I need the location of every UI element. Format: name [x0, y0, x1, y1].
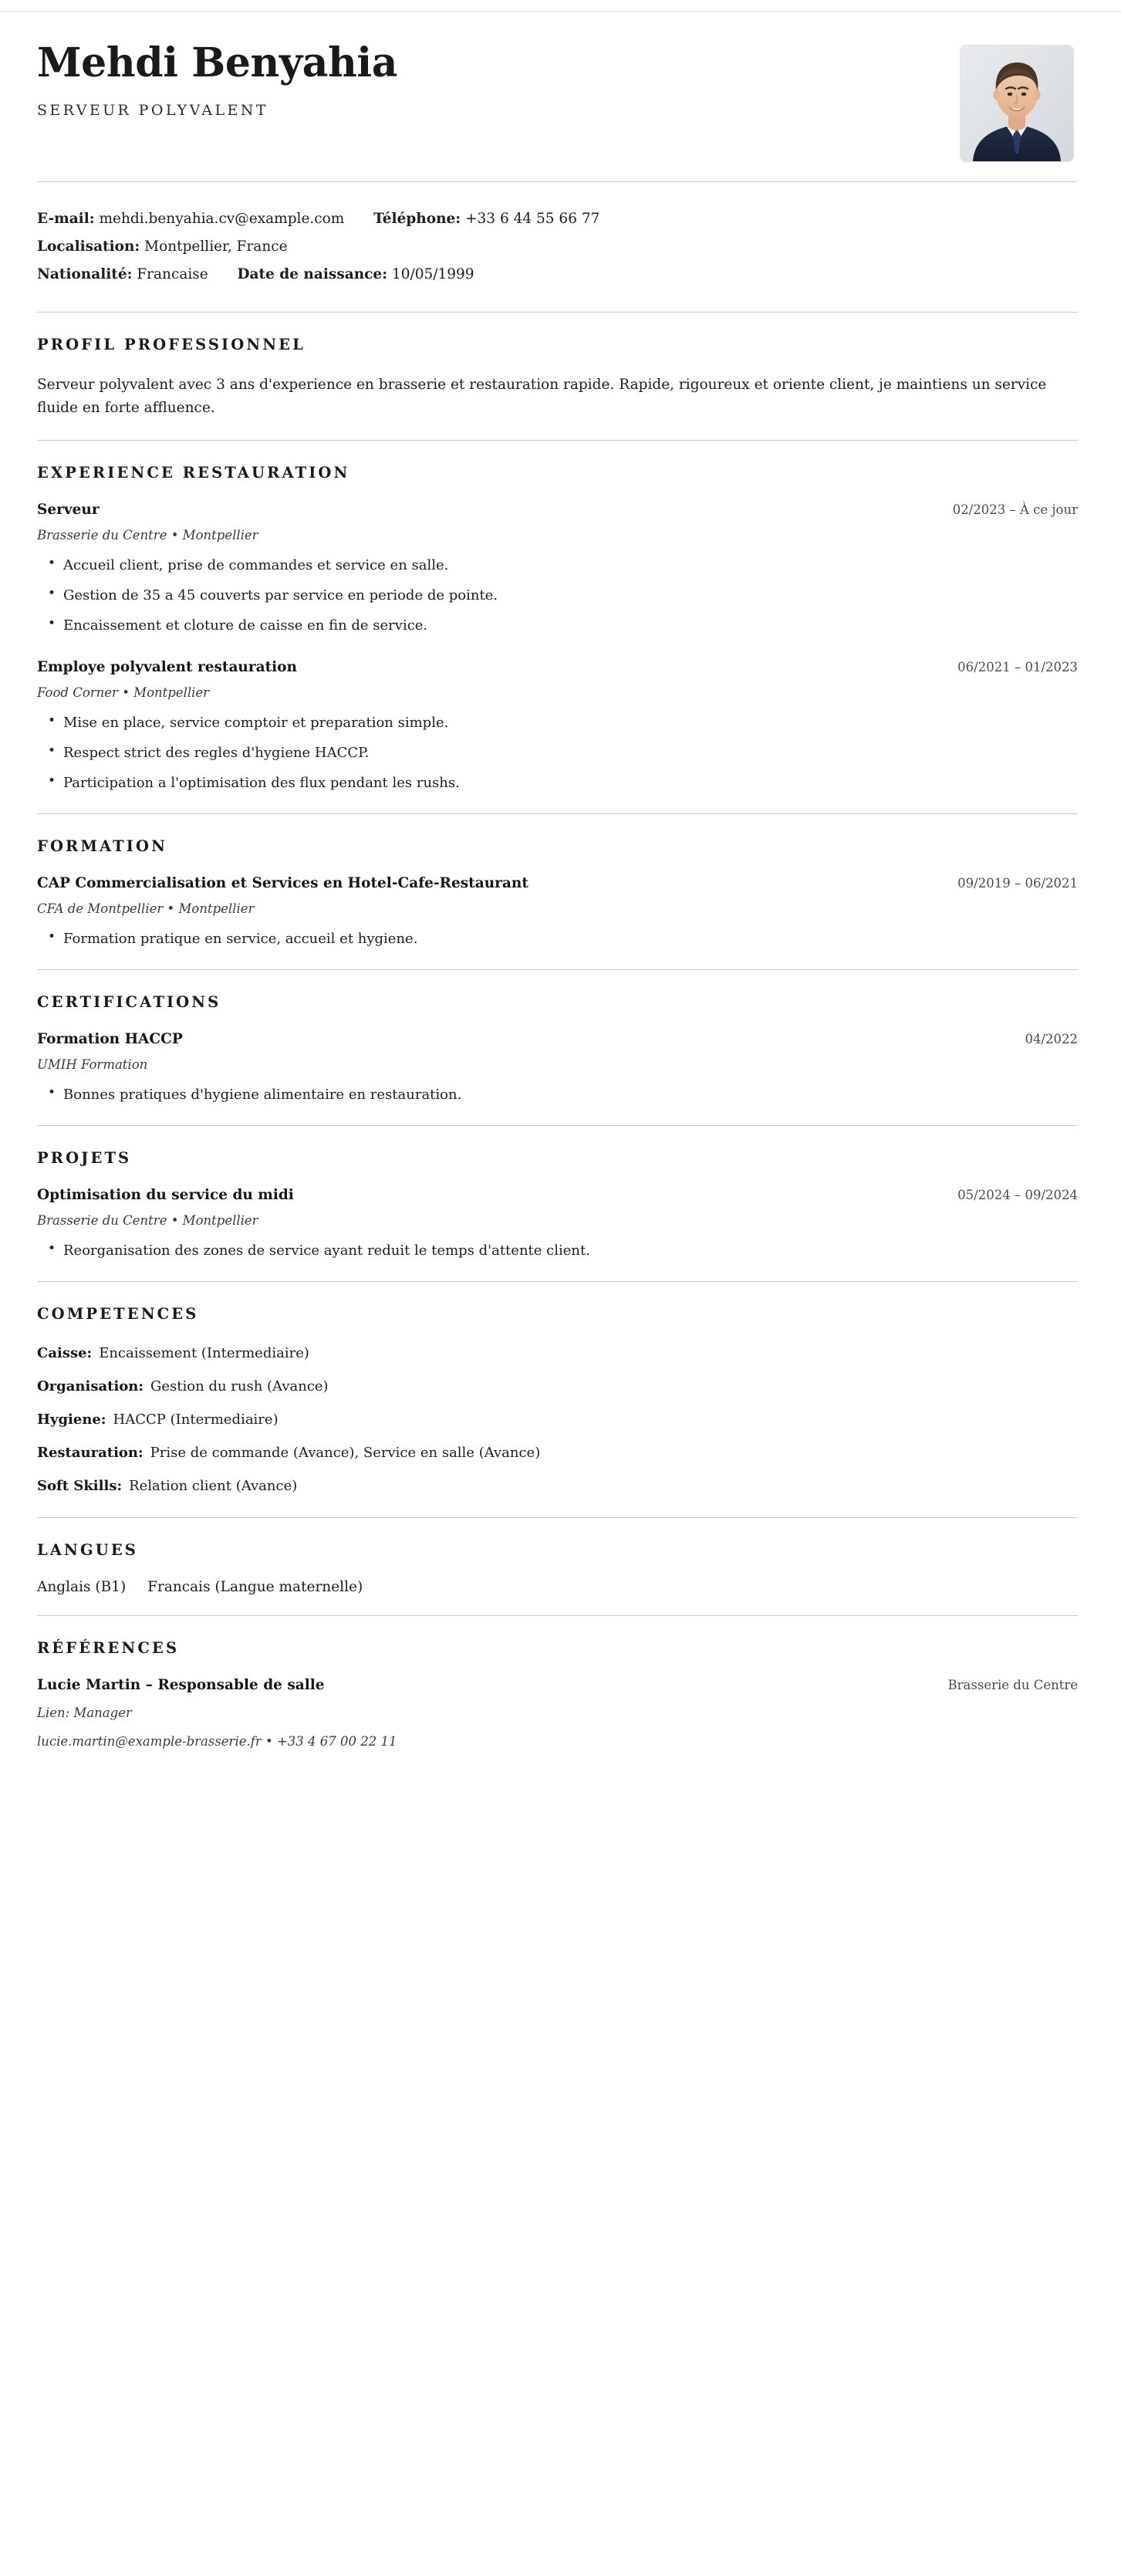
section-title-projects: PROJETS [37, 1149, 132, 1168]
skill-values: HACCP (Intermediaire) [113, 1411, 279, 1428]
section-title-skills: COMPETENCES [37, 1305, 199, 1323]
phone-value: +33 6 44 55 66 77 [465, 211, 600, 227]
skill-values: Relation client (Avance) [129, 1477, 298, 1494]
list-item: • Encaissement et cloture de caisse en fin de service. [63, 615, 1078, 636]
skills-group-list [37, 1343, 1078, 1496]
reference-header [37, 1677, 1078, 1693]
entry-date: 06/2021 – 01/2023 [957, 660, 1078, 675]
reference-name: Lucie Martin – Responsable de salle [37, 1676, 325, 1693]
contact-line-location [37, 233, 1078, 261]
entry-title: CAP Commercialisation et Services en Hotel-Cafe-Restaurant [37, 875, 528, 892]
section-experience [37, 441, 1078, 793]
skill-values: Gestion du rush (Avance) [150, 1378, 329, 1395]
skill-group-row [37, 1409, 1078, 1431]
section-references [37, 1616, 1078, 1749]
entry-title: Employe polyvalent restauration [37, 659, 297, 676]
entry-date: 02/2023 – À ce jour [952, 502, 1078, 518]
location-label: Localisation: [37, 238, 140, 255]
job-title-subheading: SERVEUR POLYVALENT [37, 101, 268, 119]
entry-organization: Brasserie du Centre • Montpellier [37, 1213, 258, 1229]
skill-group-row [37, 1476, 1078, 1497]
section-title-certifications: CERTIFICATIONS [37, 993, 221, 1012]
skill-group-row [37, 1376, 1078, 1398]
location-value: Montpellier, France [144, 238, 288, 255]
entry-item [37, 875, 1078, 949]
entry-title: Serveur [37, 502, 100, 519]
entry-date: 04/2022 [1025, 1032, 1078, 1047]
contact-line-email-phone [37, 205, 1078, 233]
list-item: • Respect strict des regles d'hygiene HACCP. [63, 742, 1078, 763]
entry-bullet-list [37, 928, 1078, 949]
section-title-education: FORMATION [37, 837, 168, 856]
entry-header [37, 875, 1078, 891]
skill-category-label: Caisse: [37, 1345, 93, 1362]
entry-title: Formation HACCP [37, 1031, 183, 1048]
nationality-value: Francaise [137, 266, 208, 283]
entry-organization: UMIH Formation [37, 1057, 148, 1073]
entry-bullet-list [37, 1240, 1078, 1261]
entry-item [37, 1031, 1078, 1105]
header-text-block [37, 39, 961, 119]
education-entry-list [37, 875, 1078, 949]
page-title: Mehdi Benyahia [37, 39, 398, 86]
skill-group-row [37, 1343, 1078, 1364]
list-item: • Mise en place, service comptoir et preparation simple. [63, 712, 1078, 733]
avatar [961, 46, 1073, 161]
section-certifications [37, 970, 1078, 1105]
entry-header [37, 1187, 1078, 1203]
birthdate-label: Date de naissance: [237, 266, 388, 283]
section-projects [37, 1126, 1078, 1261]
list-item: • Participation a l'optimisation des flux pendant les rushs. [63, 772, 1078, 793]
certifications-entry-list [37, 1031, 1078, 1105]
reference-contact: lucie.martin@example-brasserie.fr • +33 4 67 00 22 11 [37, 1733, 397, 1749]
section-education [37, 814, 1078, 949]
references-entry-list [37, 1677, 1078, 1749]
entry-title: Optimisation du service du midi [37, 1187, 294, 1204]
section-title-experience: EXPERIENCE RESTAURATION [37, 464, 350, 482]
skill-category-label: Soft Skills: [37, 1477, 123, 1494]
languages-list [37, 1579, 1078, 1595]
resume-header [37, 12, 1078, 161]
contact-line-nationality-birth [37, 261, 1078, 289]
resume-page [0, 11, 1121, 2576]
language-item: Francais (Langue maternelle) [147, 1578, 363, 1595]
list-item: • Gestion de 35 a 45 couverts par service en periode de pointe. [63, 585, 1078, 606]
skill-group-row [37, 1442, 1078, 1464]
entry-item [37, 502, 1078, 636]
reference-item [37, 1677, 1078, 1749]
section-title-languages: LANGUES [37, 1540, 138, 1559]
entry-date: 05/2024 – 09/2024 [957, 1188, 1078, 1203]
phone-label: Téléphone: [373, 211, 461, 227]
entry-bullet-list [37, 1084, 1078, 1105]
entry-item [37, 1187, 1078, 1261]
entry-organization: Food Corner • Montpellier [37, 685, 210, 701]
list-item: • Accueil client, prise de commandes et service en salle. [63, 555, 1078, 576]
skill-category-label: Restauration: [37, 1444, 144, 1461]
skill-category-label: Organisation: [37, 1378, 144, 1395]
experience-entry-list [37, 502, 1078, 793]
entry-date: 09/2019 – 06/2021 [957, 876, 1078, 891]
entry-bullet-list [37, 555, 1078, 636]
projects-entry-list [37, 1187, 1078, 1261]
entry-header [37, 659, 1078, 675]
skill-category-label: Hygiene: [37, 1411, 106, 1428]
skill-values: Encaissement (Intermediaire) [99, 1345, 309, 1362]
email-label: E-mail: [37, 211, 95, 227]
reference-organization: Brasserie du Centre [947, 1677, 1078, 1692]
section-title-profile: PROFIL PROFESSIONNEL [37, 336, 306, 354]
section-profile [37, 313, 1078, 420]
entry-header [37, 1031, 1078, 1047]
list-item: • Formation pratique en service, accueil et hygiene. [63, 928, 1078, 949]
list-item: • Reorganisation des zones de service ayant reduit le temps d'attente client. [63, 1240, 1078, 1261]
section-title-references: RÉFÉRENCES [37, 1638, 180, 1657]
reference-relation: Lien: Manager [37, 1705, 132, 1720]
profile-summary-text: Serveur polyvalent avec 3 ans d'experience en brasserie et restauration rapide. Rapide, rigoureux et oriente client, je maintiens un service fluide en forte affluence. [37, 377, 1047, 417]
entry-organization: CFA de Montpellier • Montpellier [37, 901, 255, 917]
birthdate-value: 10/05/1999 [391, 266, 474, 283]
entry-organization: Brasserie du Centre • Montpellier [37, 528, 258, 543]
language-item: Anglais (B1) [37, 1578, 127, 1595]
section-skills [37, 1282, 1078, 1496]
list-item: • Bonnes pratiques d'hygiene alimentaire en restauration. [63, 1084, 1078, 1105]
section-languages [37, 1518, 1078, 1595]
entry-item [37, 659, 1078, 793]
profile-photo-icon [961, 46, 1073, 161]
nationality-label: Nationalité: [37, 266, 133, 283]
contact-block [37, 182, 1078, 292]
skill-values: Prise de commande (Avance), Service en salle (Avance) [150, 1444, 541, 1461]
entry-header [37, 502, 1078, 518]
email-value: mehdi.benyahia.cv@example.com [99, 211, 345, 227]
entry-bullet-list [37, 712, 1078, 793]
